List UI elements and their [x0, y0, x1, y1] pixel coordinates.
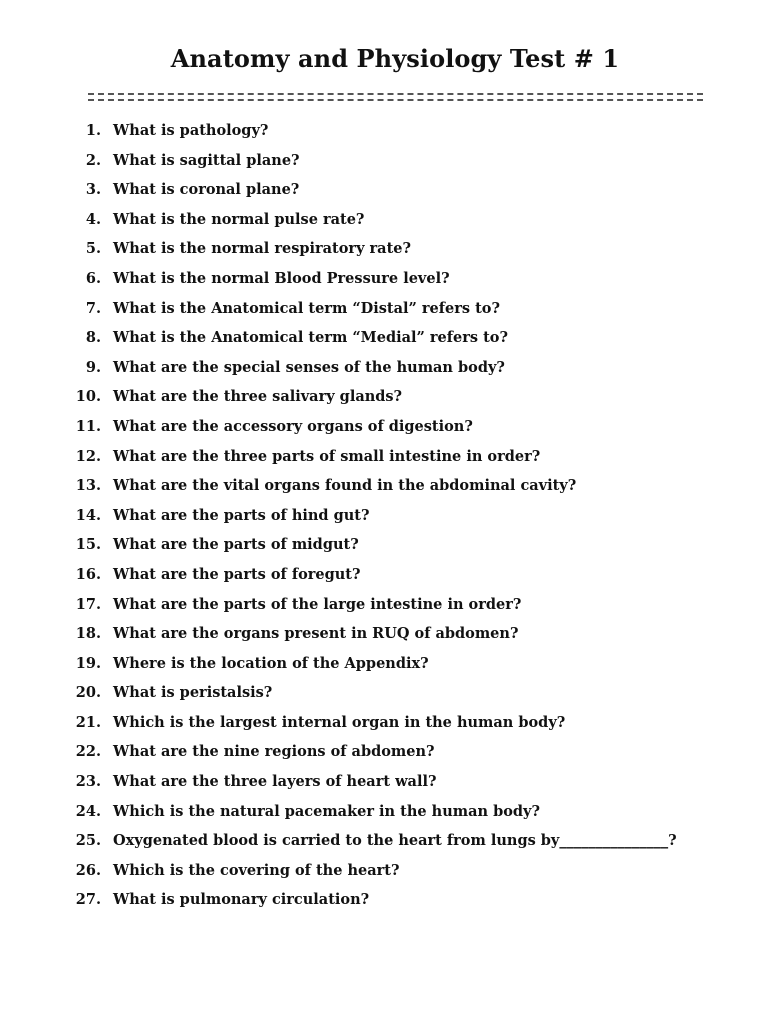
question-number: 7.: [85, 299, 101, 317]
question-item: [0, 593, 768, 623]
question-item: [0, 800, 768, 830]
question-item: [0, 622, 768, 652]
question-text: What are the parts of midgut?: [113, 536, 359, 554]
question-number: 5.: [85, 240, 101, 258]
title-divider: [88, 93, 703, 101]
question-text: What are the three salivary glands?: [113, 388, 403, 406]
question-number: 1.: [85, 122, 101, 139]
question-text: What is the Anatomical term “Distal” refers to?: [113, 299, 500, 317]
question-text: What are the nine regions of abdomen?: [113, 743, 435, 761]
question-number: 16.: [75, 565, 101, 583]
question-number: 18.: [75, 625, 101, 643]
question-number: 9.: [85, 358, 101, 376]
question-text: What are the parts of foregut?: [113, 565, 361, 583]
question-item: [0, 711, 768, 741]
question-number: 19.: [75, 654, 101, 672]
question-item: [0, 326, 768, 356]
question-item: [0, 385, 768, 415]
question-item: [0, 356, 768, 386]
question-number: 14.: [75, 506, 101, 524]
question-text: What is peristalsis?: [113, 684, 273, 702]
question-number: 13.: [75, 477, 101, 495]
question-item: [0, 652, 768, 682]
question-text: Which is the covering of the heart?: [113, 861, 400, 879]
question-item: [0, 859, 768, 889]
question-number: 27.: [75, 891, 101, 909]
question-text: What are the three layers of heart wall?: [113, 773, 437, 791]
question-text: What is sagittal plane?: [113, 151, 300, 169]
question-item: [0, 237, 768, 267]
question-number: 11.: [75, 417, 101, 435]
page-title: Anatomy and Physiology Test # 1: [170, 44, 620, 73]
question-list: [0, 119, 768, 918]
question-number: 25.: [75, 832, 101, 850]
question-number: 17.: [75, 595, 101, 613]
question-item: [0, 888, 768, 918]
question-text: What are the three parts of small intestine in order?: [113, 447, 541, 465]
question-number: 3.: [85, 181, 101, 199]
question-number: 2.: [85, 151, 101, 169]
question-text: What is the normal pulse rate?: [113, 210, 365, 228]
question-text: Oxygenated blood is carried to the heart from lungs by_______________?: [113, 832, 677, 850]
question-number: 6.: [85, 269, 101, 287]
question-number: 8.: [85, 329, 101, 347]
question-item: [0, 474, 768, 504]
question-item: [0, 681, 768, 711]
question-text: What are the organs present in RUQ of abdomen?: [113, 625, 519, 643]
question-number: 21.: [75, 713, 101, 731]
question-text: What is the Anatomical term “Medial” refers to?: [113, 329, 508, 347]
question-number: 23.: [75, 773, 101, 791]
question-text: What are the parts of the large intestine in order?: [113, 595, 522, 613]
question-text: What is pathology?: [113, 122, 269, 139]
question-item: [0, 415, 768, 445]
question-number: 22.: [75, 743, 101, 761]
question-item: [0, 533, 768, 563]
question-item: [0, 208, 768, 238]
question-number: 4.: [85, 210, 101, 228]
question-item: [0, 119, 768, 149]
question-item: [0, 267, 768, 297]
question-item: [0, 297, 768, 327]
question-text: What are the parts of hind gut?: [113, 506, 370, 524]
question-item: [0, 740, 768, 770]
question-item: [0, 445, 768, 475]
question-text: What are the accessory organs of digestion?: [113, 417, 473, 435]
question-text: What is pulmonary circulation?: [113, 891, 370, 909]
question-text: Which is the largest internal organ in the human body?: [113, 713, 566, 731]
question-item: [0, 149, 768, 179]
question-text: What are the vital organs found in the abdominal cavity?: [113, 477, 577, 495]
question-text: What is the normal Blood Pressure level?: [113, 269, 450, 287]
question-text: Which is the natural pacemaker in the human body?: [113, 802, 540, 820]
question-item: [0, 178, 768, 208]
question-item: [0, 829, 768, 859]
question-text: What is coronal plane?: [113, 181, 300, 199]
question-number: 26.: [75, 861, 101, 879]
question-item: [0, 504, 768, 534]
question-number: 15.: [75, 536, 101, 554]
question-number: 12.: [75, 447, 101, 465]
question-item: [0, 770, 768, 800]
question-number: 20.: [75, 684, 101, 702]
question-number: 24.: [75, 802, 101, 820]
question-text: What is the normal respiratory rate?: [113, 240, 411, 258]
question-number: 10.: [75, 388, 101, 406]
question-item: [0, 563, 768, 593]
question-text: What are the special senses of the human body?: [113, 358, 505, 376]
question-text: Where is the location of the Appendix?: [113, 654, 429, 672]
